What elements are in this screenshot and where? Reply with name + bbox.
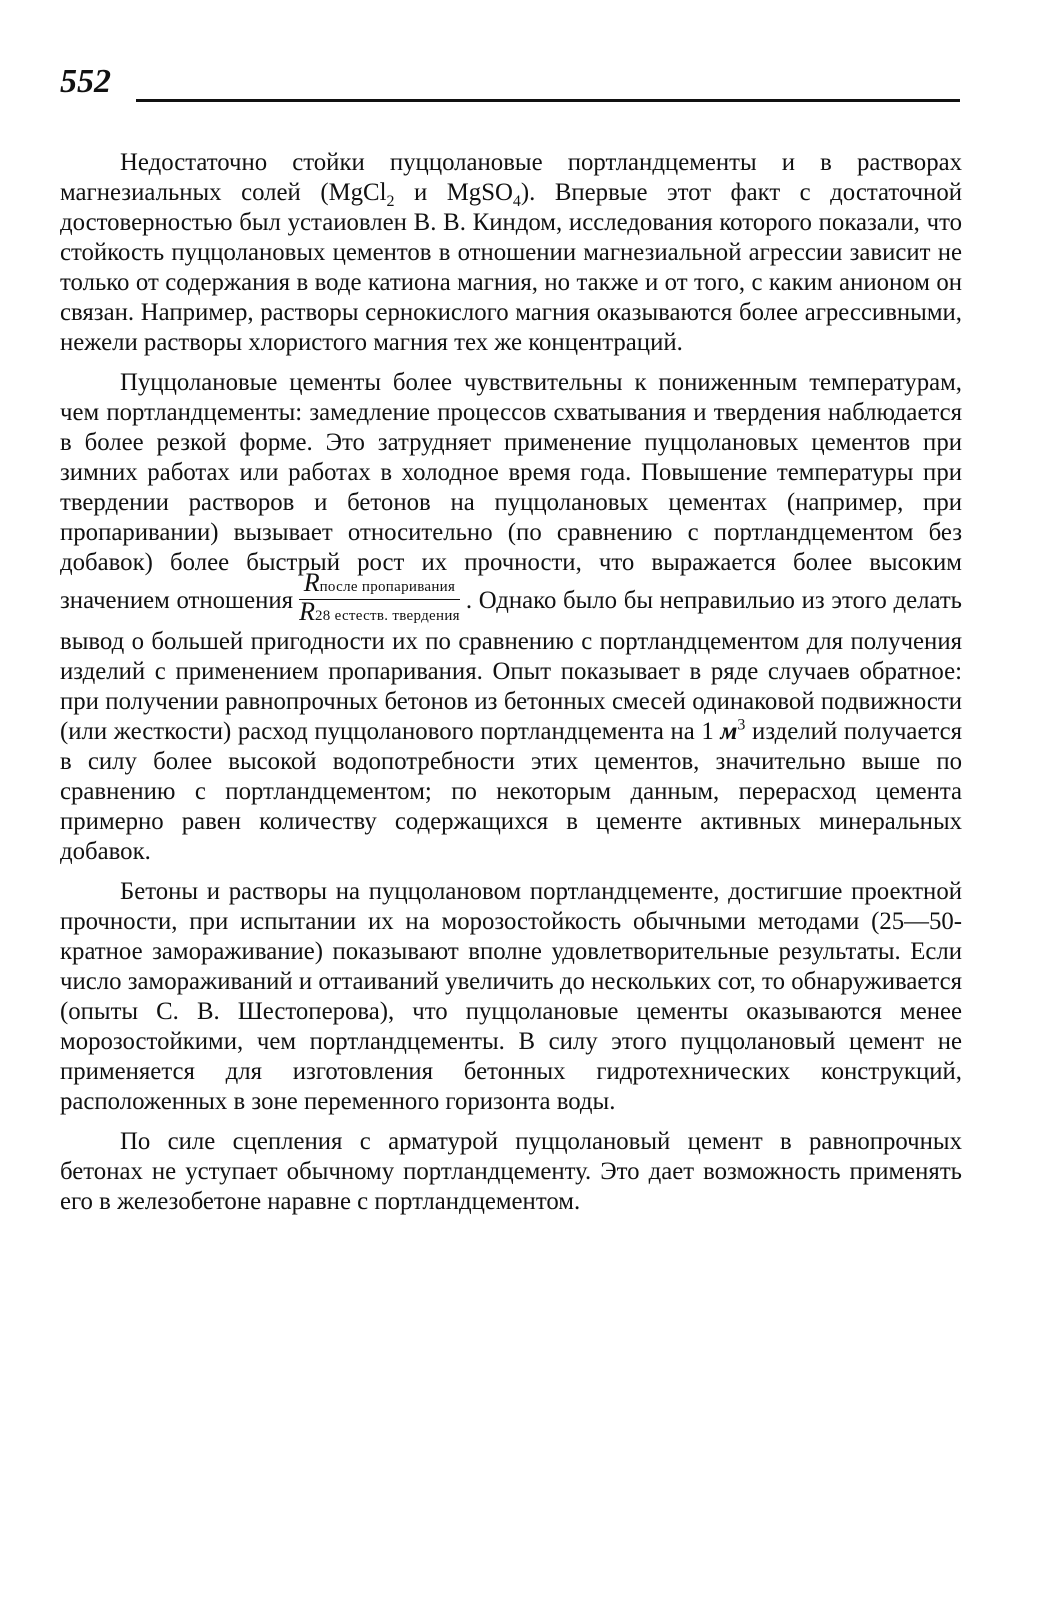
paragraph-text: и MgSO xyxy=(394,179,513,206)
paragraph-reinforcement-bond: По силе сцепления с арматурой пуццолановый цемент в равнопрочных бетонах не уступает обычному портландцементу. Это дает возможность применять его в железобетоне наравне с портландцементом. xyxy=(60,1128,962,1215)
unit-cubic-meter: м xyxy=(720,718,738,745)
subscript: 2 xyxy=(386,192,395,210)
paragraph-text: Пуццолановые цементы более чувствительны к пониженным температурам, чем портландцементы: замедление процессов схватывания и твердения наблюдается в более резкой форме. Это затрудняет применение пуццолановых цементов при зимних работах или работах в холодное время года. Повышение температуры при твердении растворов и бетонов на пуццолановых цементах (например, при пропаривании) вызывает относительно (по сравнению с портландцементом без добавок) более быстрый рост их прочности, что выражается более высоким значением отношения xyxy=(60,369,962,615)
paragraph-low-temperatures xyxy=(60,368,962,867)
formula-subscript: 28 естеств. твердения xyxy=(314,608,460,624)
header-rule xyxy=(136,99,960,102)
subscript: 4 xyxy=(512,192,521,210)
page-number: 552 xyxy=(60,63,111,100)
superscript: 3 xyxy=(737,716,746,734)
paragraph-text: . Однако было бы неправильио из этого делать вывод о большей пригодности их по сравнению с портландцементом для получения изделий с применением пропаривания. Опыт показывает в ряде случаев обратное: при получении равнопрочных бетонов из бетонных смесей одинаковой подвижности (или жесткости) расход пуццоланового портландцемента на 1 xyxy=(60,587,962,745)
strength-ratio-formula xyxy=(299,568,460,627)
formula-symbol: R xyxy=(299,597,315,626)
formula-subscript: после пропаривания xyxy=(319,579,456,595)
page-header xyxy=(60,62,960,112)
body-text xyxy=(60,148,962,1227)
formula-numerator xyxy=(299,568,460,600)
paragraph-text: ). Впервые этот факт с достаточной достоверностью был устаиовлен В. В. Киндом, исследования которого показали, что стойкость пуццолановых цементов в отношении магнезиальной агрессии зависит не только от содержания в воде катиона магния, но также и от того, с каким анионом он связан. Например, растворы сернокислого магния оказываются более агрессивными, нежели растворы хлористого магния тех же концентраций. xyxy=(60,179,962,356)
paragraph-frost-resistance: Бетоны и растворы на пуццолановом портландцементе, достигшие проектной прочности, при испытании их на морозостойкость обычными методами (25—50-кратное замораживание) показывают вполне удовлетворительные результаты. Если число замораживаний и оттаиваний увеличить до нескольких сот, то обнаруживается (опыты С. В. Шестоперова), что пуццолановые цементы оказываются менее морозостойкими, чем портландцементы. В силу этого пуццолановый цемент не применяется для изготовления бетонных гидротехнических конструкций, расположенных в зоне переменного горизонта воды. xyxy=(60,878,962,1115)
paragraph-text: изделий получается в силу более высокой водопотребности этих цементов, значительно выше по сравнению с портландцементом; по некоторым данным, перерасход цемента примерно равен количеству содержащихся в цементе активных минеральных добавок. xyxy=(60,718,962,865)
formula-denominator xyxy=(299,597,460,627)
formula-symbol: R xyxy=(303,568,320,597)
paragraph-text: Недостаточно стойки пуццолановые портландцементы и в растворах магнезиальных солей (MgCl xyxy=(60,149,962,206)
paragraph-magnesium-salts xyxy=(60,148,962,358)
